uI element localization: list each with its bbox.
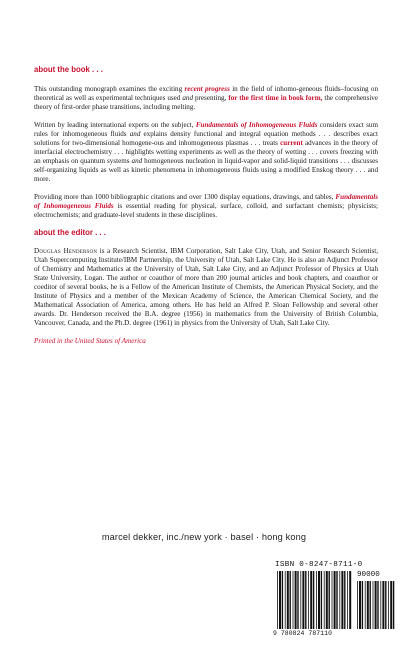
isbn-label: ISBN 0-8247-8711-0 [275, 561, 363, 569]
about-book-heading: about the book . . . [34, 65, 103, 74]
publisher-line: marcel dekker, inc./new york · basel · hong kong [101, 532, 307, 542]
about-book-paragraph-1: This outstanding monograph examines the exciting recent progress in the field of inhomo-geneous fluids–focusing on theoretical as well as experimental techniques used and presenting, for the first time in book form, the comprehensive theory of first-order phase transitions, including melting. [34, 84, 379, 111]
about-editor-heading: about the editor . . . [34, 227, 106, 237]
barcode-addon-number: 90000 [357, 571, 380, 579]
about-book-paragraph-2: Written by leading international experts on the subject, Fundamentals of Inhomogeneous Fluids considers exact sum rules for inhomogeneous fluids and explains density functional and integral equation methods . . . describes exact solutions for two-dimensional homogene-ous and inhomogeneous plasmas . . . treats current advances in the theory of interfacial electrochemistry . . . highlights wetting experiments as well as the theory of wetting . . . covers freezing with an emphasis on quantum systems and homogeneous nucleation in liquid-vapor and solid-liquid transitions . . . discusses self-organizing liquids as well as kinetic phenomena in inhomogeneous fluids using a modified Enskog theory . . . and more. [34, 120, 379, 183]
printed-in-note: Printed in the United States of America [34, 337, 146, 346]
isbn-barcode [271, 560, 398, 642]
cover-text [34, 66, 378, 345]
editor-name: Douglas Henderson [34, 247, 98, 256]
about-book-paragraph-3: Providing more than 1000 bibliographic citations and over 1300 display equations, drawings, and tables, Fundamentals of Inhomogeneous Fluids is essential reading for physical, surface, colloid, and surfactant chemists; physicists; electrochemists; and graduate-level students in these disciplines. [34, 192, 378, 219]
about-editor-paragraph: Douglas Henderson is a Research Scientist, IBM Corporation, Salt Lake City, Utah, and Senior Research Scientist, Utah Supercomputing Institute/IBM Partnership, the University of Utah, Salt Lake City. He is also an Adjunct Professor of Chemistry and Mathematics at the University of Utah, Salt Lake City, and an Adjunct Professor of Physics at Utah State University, Logan. The author or coauthor of more than 200 journal articles and book chapters, and coauthor or coeditor of several books, he is a Fellow of the American Institute of Chemists, the American Physical Society, and the Institute of Physics and a member of the Mexican Academy of Science, the American Chemical Society, and the Mathematical Association of America, among others. He has held an Alfred P. Sloan Fellowship and several other awards. Dr. Henderson received the B.A. degree (1956) in mathematics from the University of British Columbia, Vancouver, Canada, and the Ph.D. degree (1961) in physics from the University of Utah, Salt Lake City. [34, 247, 378, 328]
barcode-digits: 9 780824 787110 [273, 630, 333, 637]
